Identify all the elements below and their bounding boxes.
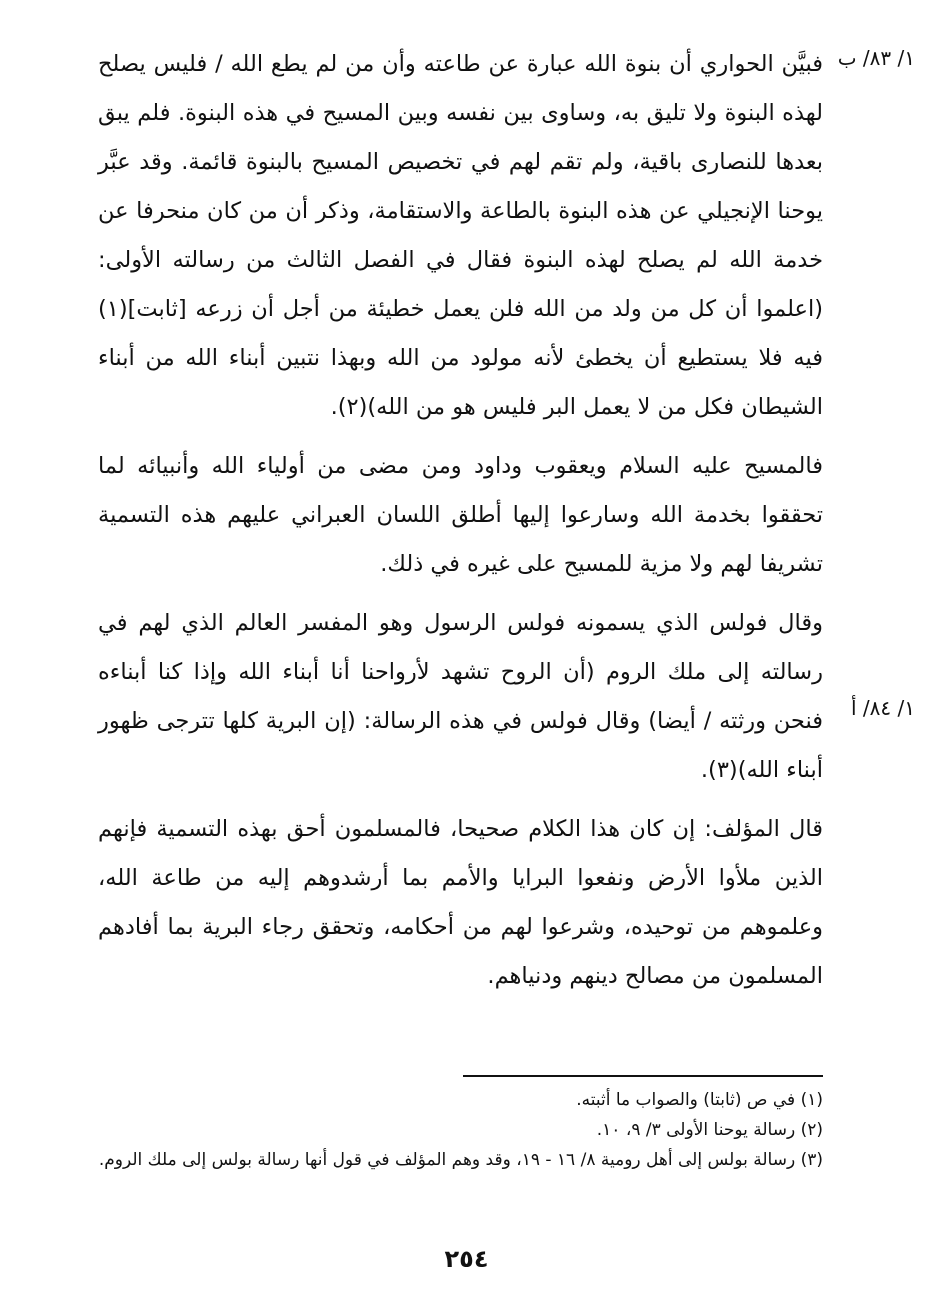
paragraph-2: فالمسيح عليه السلام ويعقوب وداود ومن مضى من أولياء الله وأنبيائه لما تحققوا بخدمة الله وسارعوا إليها أطلق اللسان العبراني عليهم هذه التسمية تشريفا لهم ولا مزية للمسيح على غيره في ذلك. xyxy=(98,453,823,577)
paragraph-3: وقال فولس الذي يسمونه فولس الرسول وهو المفسر العالم الذي لهم في رسالته إلى ملك الروم (أن الروح تشهد لأرواحنا أنا أبناء الله وإذا كنا أبناءه فنحن ورثته / أيضا) وقال فولس في هذه الرسالة: (إن البرية كلها تترجى ظهور أبناء الله)(٣). xyxy=(98,610,823,783)
paragraph-4: قال المؤلف: إن كان هذا الكلام صحيحا، فالمسلمون أحق بهذه التسمية فإنهم الذين ملأوا الأرض ونفعوا البرايا والأمم بما أرشدوهم إليه من طاعة الله، وعلموهم من توحيده، وشرعوا لهم من أحكامه، وتحقق رجاء البرية بما أفادهم المسلمون من مصالح دينهم ودنياهم. xyxy=(98,816,823,989)
main-text xyxy=(98,40,823,1001)
footnote-separator xyxy=(463,1075,823,1077)
footnote-1: (١) في ص (ثابتا) والصواب ما أثبته. xyxy=(576,1090,823,1110)
margin-reference-84a: ١/ ٨٤/ أ xyxy=(851,696,915,720)
footnotes xyxy=(63,1085,823,1175)
margin-reference-83b: ١/ ٨٣/ ب xyxy=(837,46,915,70)
paragraph-1: فبيَّن الحواري أن بنوة الله عبارة عن طاعته وأن من لم يطع الله / فليس يصلح لهذه البنوة ولا تليق به، وساوى بين نفسه وبين المسيح في هذه البنوة. فلم يبق بعدها للنصارى باقية، ولم تقم لهم في تخصيص المسيح بالبنوة قائمة. وقد عبَّر يوحنا الإنجيلي عن هذه البنوة بالطاعة والاستقامة، وذكر أن من كان منحرفا عن خدمة الله لم يصلح لهذه البنوة فقال في الفصل الثالث من رسالته الأولى: (اعلموا أن كل من ولد من الله فلن يعمل خطيئة من أجل أن زرعه [ثابت](١) فيه فلا يستطيع أن يخطئ لأنه مولود من الله وبهذا نتبين أبناء الله من أبناء الشيطان فكل من لا يعمل البر فليس هو من الله)(٢). xyxy=(98,51,823,420)
page-number: ٢٥٤ xyxy=(444,1245,489,1273)
footnote-2: (٢) رسالة يوحنا الأولى ٣/ ٩، ١٠. xyxy=(596,1120,823,1140)
footnote-3: (٣) رسالة بولس إلى أهل رومية ٨/ ١٦ - ١٩، وقد وهم المؤلف في قول أنها رسالة بولس إلى ملك الروم. xyxy=(98,1150,823,1170)
